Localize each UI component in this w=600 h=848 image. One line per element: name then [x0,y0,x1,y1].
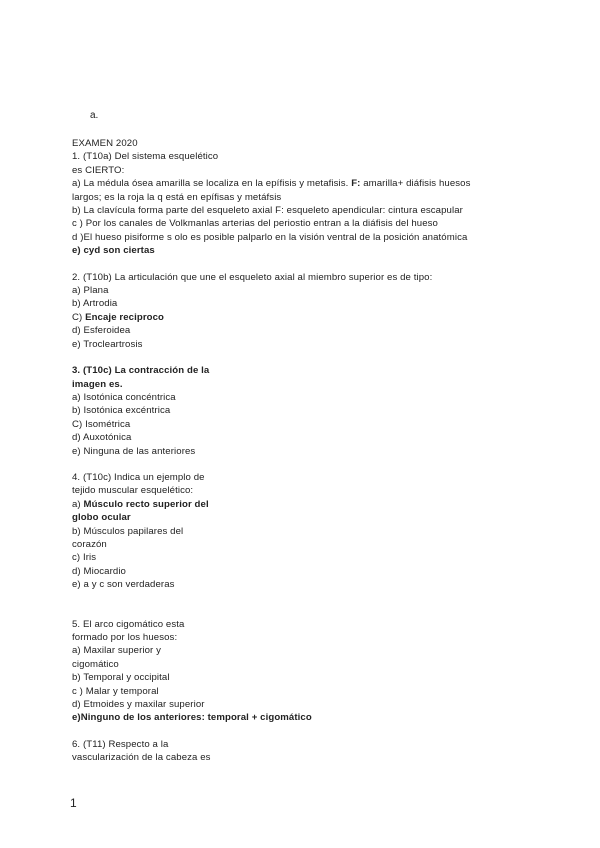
question-stem: 6. (T11) Respecto a la [72,738,169,750]
question-3 [72,364,532,458]
question-1 [72,150,532,257]
option-b: b) Artrodia [72,298,118,310]
option-e-answer: e) cyd son ciertas [72,245,155,257]
question-stem: 2. (T10b) La articulación que une el esqueleto axial al miembro superior es de tipo: [72,271,433,283]
option-d: d) Auxotónica [72,432,132,444]
option-a-continued: largos; es la roja la q está en epífisas y metáfsis [72,191,282,203]
option-c: c ) Malar y temporal [72,685,159,697]
option-c-answer: C) Encaje reciproco [72,311,165,323]
exam-content [72,137,532,765]
option-b: b) Temporal y occipital [72,672,170,684]
option-d: d) Miocardio [72,565,126,577]
question-stem: imagen es. [72,378,123,390]
question-5 [72,618,532,725]
option-e: e) Trocleartrosis [72,338,143,350]
question-4 [72,471,532,592]
option-d: d) Etmoides y maxilar superior [72,699,205,711]
question-stem: formado por los huesos: [72,632,178,643]
option-c: C) Isométrica [72,418,131,430]
exam-heading: EXAMEN 2020 [72,138,138,149]
option-a: a) La médula ósea amarilla se localiza en la epífisis y metafisis. F: amarilla+ diáfisis huesos [72,178,471,190]
question-6 [72,738,532,765]
question-stem: tejido muscular esquelético: [72,485,194,497]
option-a-answer: a) Músculo recto superior del [72,498,209,510]
option-b: b) La clavícula forma parte del esqueleto axial F: esqueleto apendicular: cintura escapular [72,205,463,217]
question-stem: 3. (T10c) La contracción de la [72,365,210,377]
option-b-continued: corazón [72,538,107,550]
option-c: c) Iris [72,552,97,564]
question-stem: 5. El arco cigomático esta [72,618,185,630]
question-stem: 1. (T10a) Del sistema esquelético [72,151,219,163]
option-a: a) Isotónica concéntrica [72,391,176,403]
option-e-answer: e)Ninguno de los anteriores: temporal + cigomático [72,712,312,724]
option-a: a) Maxilar superior y [72,645,162,657]
option-b: b) Isotónica excéntrica [72,405,171,417]
option-e: e) Ninguna de las anteriores [72,445,196,457]
question-2 [72,271,532,351]
option-d: d) Esferoidea [72,325,131,337]
question-stem: 4. (T10c) Indica un ejemplo de [72,471,205,483]
option-e: e) a y c son verdaderas [72,579,175,591]
option-a-continued: cigomático [72,658,119,670]
page-number: 1 [70,796,77,810]
question-stem: vascularización de la cabeza es [72,752,211,764]
option-a: a) Plana [72,285,109,297]
list-marker: a. [90,110,99,121]
option-a-answer-continued: globo ocular [72,512,131,524]
question-stem: es CIERTO: [72,164,125,176]
option-d: d )El hueso pisiforme s olo es posible palparlo en la visión ventral de la posición anatómica [72,231,468,243]
option-c: c ) Por los canales de Volkmanlas arterias del periostio entran a la diáfisis del hueso [72,218,438,230]
option-b: b) Músculos papilares del [72,525,184,537]
